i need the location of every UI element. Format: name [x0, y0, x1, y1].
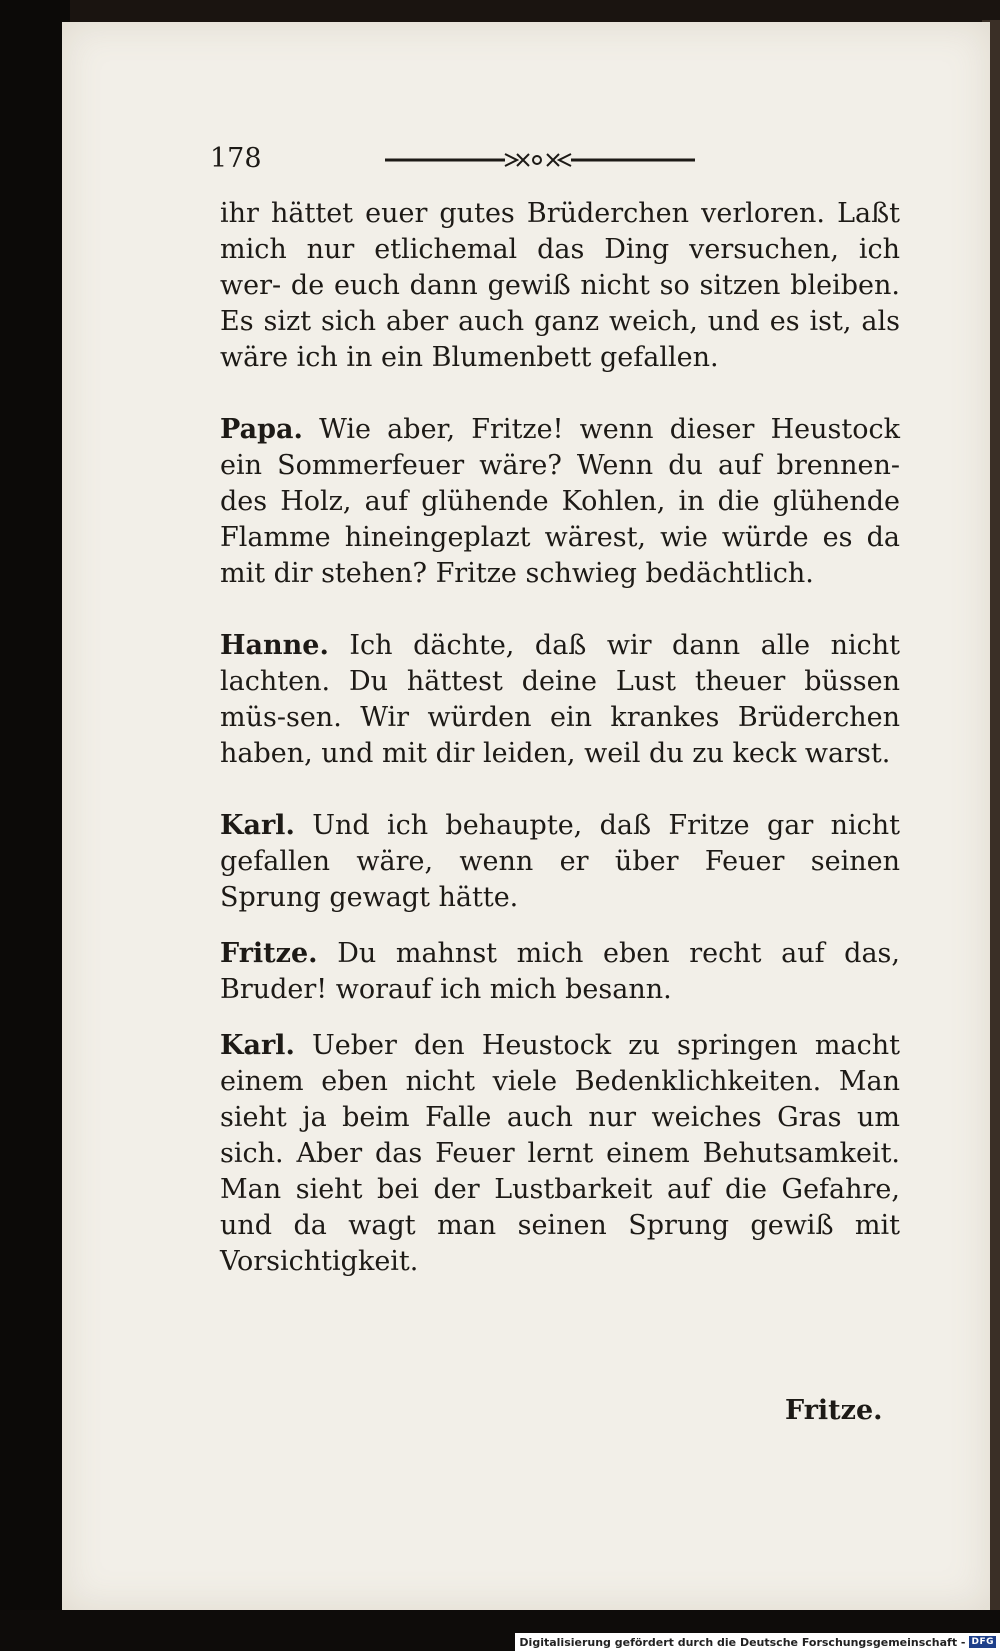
speaker-name: Karl. [220, 1030, 295, 1061]
paragraph [220, 808, 900, 916]
speaker-name: Papa. [220, 414, 303, 445]
paragraph [220, 628, 900, 772]
paragraph-text: Du mahnst mich eben recht auf das, Bruder! worauf ich mich besann. [220, 938, 901, 1005]
line: de euch dann gewiß nicht so sitzen bleiben. Es sizt sich aber auch ganz weich, und es ist, als wäre ich in ein Blumenbett gefallen. [220, 270, 900, 373]
paragraph-text: Und ich behaupte, daß Fritze gar nicht gefallen wäre, wenn er über Feuer seinen Sprung gewagt hätte. [220, 810, 900, 913]
funding-credit [515, 1633, 1000, 1651]
speaker-name: Fritze. [220, 938, 318, 969]
page-number: 178 [210, 143, 262, 174]
catchword: Fritze. [785, 1395, 883, 1426]
dfg-logo: DFG [971, 1637, 994, 1647]
paragraph [220, 196, 900, 376]
line: ihr hättet euer gutes Brüderchen verloren. Laßt mich nur etlichemal das Ding versuchen, ich wer- [220, 198, 900, 301]
credit-text: Digitalisierung gefördert durch die Deutsche Forschungsgemeinschaft - [519, 1635, 966, 1649]
paragraph-text: Wie aber, Fritze! wenn dieser Heustock ein Sommerfeuer wäre? Wenn du auf brennen-des Holz, auf glühende Kohlen, in die glühende Flamme hineingeplazt wärest, wie würde es da mit dir stehen? Fritze schwieg bedächtlich. [220, 414, 900, 589]
paragraph-text: Ich dächte, daß wir dann alle nicht lachten. Du hättest deine Lust theuer büssen müs-sen. Wir würden ein krankes Brüderchen haben, und mit dir leiden, weil du zu keck warst. [220, 630, 900, 769]
paragraph [220, 936, 900, 1008]
paragraph-text: Ueber den Heustock zu springen macht einem eben nicht viele Bedenklichkeiten. Man sieht ja beim Falle auch nur weiches Gras um sich. Aber das Feuer lernt einem Behutsamkeit. Man sieht bei der Lustbarkeit auf die Gefahre, und da wagt man seinen Sprung gewiß mit Vorsichtigkeit. [220, 1030, 900, 1277]
speaker-name: Karl. [220, 810, 295, 841]
scan-background-left [0, 0, 70, 1651]
speaker-name: Hanne. [220, 630, 329, 661]
paragraph [220, 1028, 900, 1280]
ornamental-rule [385, 150, 695, 170]
paragraph [220, 412, 900, 592]
body-text [220, 196, 900, 1280]
